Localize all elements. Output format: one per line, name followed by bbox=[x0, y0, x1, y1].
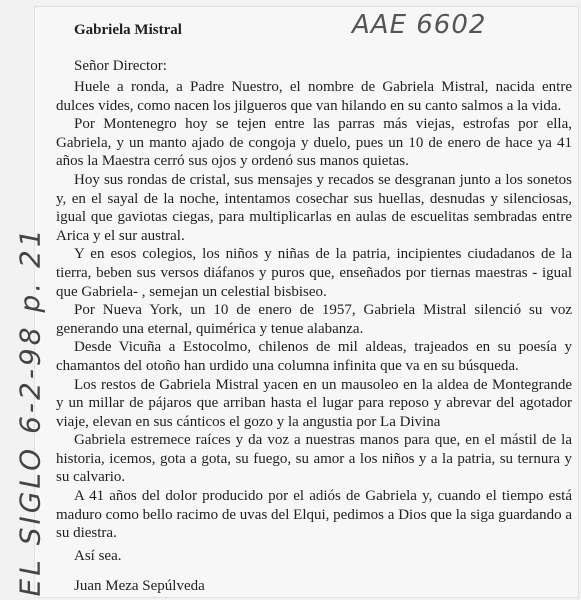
paragraph: Y en esos colegios, los niños y niñas de la patria, incipientes ciudadanos de la tierra, beben sus versos diáfanos y puros que, enseñados por tiernas maestras - igual que Gabriela- , semejan un celestial bisbiseo. bbox=[56, 246, 572, 300]
handwritten-archive-code: AAE 6602 bbox=[352, 10, 487, 40]
letter-closing: Así sea. bbox=[74, 548, 122, 564]
article-title: Gabriela Mistral bbox=[74, 22, 182, 38]
paragraph: Hoy sus rondas de cristal, sus mensajes y recados se desgranan junto a los sonetos y, en el sayal de la noche, intentamos cosechar sus huellas, desnudas y silenciosas, igual que gaviotas ciegas, para multiplicarlas en aulas de escuelitas sembradas entre Arica y el sur austral. bbox=[56, 171, 572, 244]
paragraph: Gabriela estremece raíces y da voz a nuestras manos para que, en el mástil de la historia, icemos, gota a gota, su fuego, su amor a los niños y a la patria, su ternura y su calvario. bbox=[56, 432, 572, 486]
paragraph: Huele a ronda, a Padre Nuestro, el nombre de Gabriela Mistral, nacida entre dulces vides, como nacen los jilgueros que van hilando en su canto salmos a la vida. bbox=[56, 79, 572, 114]
paragraph: Los restos de Gabriela Mistral yacen en un mausoleo en la aldea de Montegrande y un millar de pájaros que arriban hasta el lugar para reposo y abrevar del agotador viaje, elevan en sus cánticos el gozo y la angustia por La Divina bbox=[56, 376, 572, 430]
paragraph: A 41 años del dolor producido por el adiós de Gabriela y, cuando el tiempo está maduro como bello racimo de uvas del Elqui, pedimos a Dios que la siga guardando a su diestra. bbox=[56, 488, 572, 542]
paragraph: Desde Vicuña a Estocolmo, chilenos de mil aldeas, trajeados en su poesía y chamantos del otoño han urdido una columna infinita que va en su búsqueda. bbox=[56, 339, 572, 374]
letter-greeting: Señor Director: bbox=[74, 58, 167, 74]
handwritten-source-note: EL SIGLO 6-2-98 p. 21 bbox=[13, 226, 47, 597]
paragraph: Por Montenegro hoy se tejen entre las parras más viejas, estrofas por ella, Gabriela, y un manto ajado de congoja y duelo, pues un 10 de enero de hace ya 41 años la Maestra cerró sus ojos y ordenó sus manos quietas. bbox=[56, 116, 572, 170]
letter-body bbox=[56, 78, 572, 543]
paragraph: Por Nueva York, un 10 de enero de 1957, Gabriela Mistral silenció su voz generando una eternal, quimérica y tenue alabanza. bbox=[56, 302, 572, 337]
author-signature: Juan Meza Sepúlveda bbox=[74, 578, 205, 594]
